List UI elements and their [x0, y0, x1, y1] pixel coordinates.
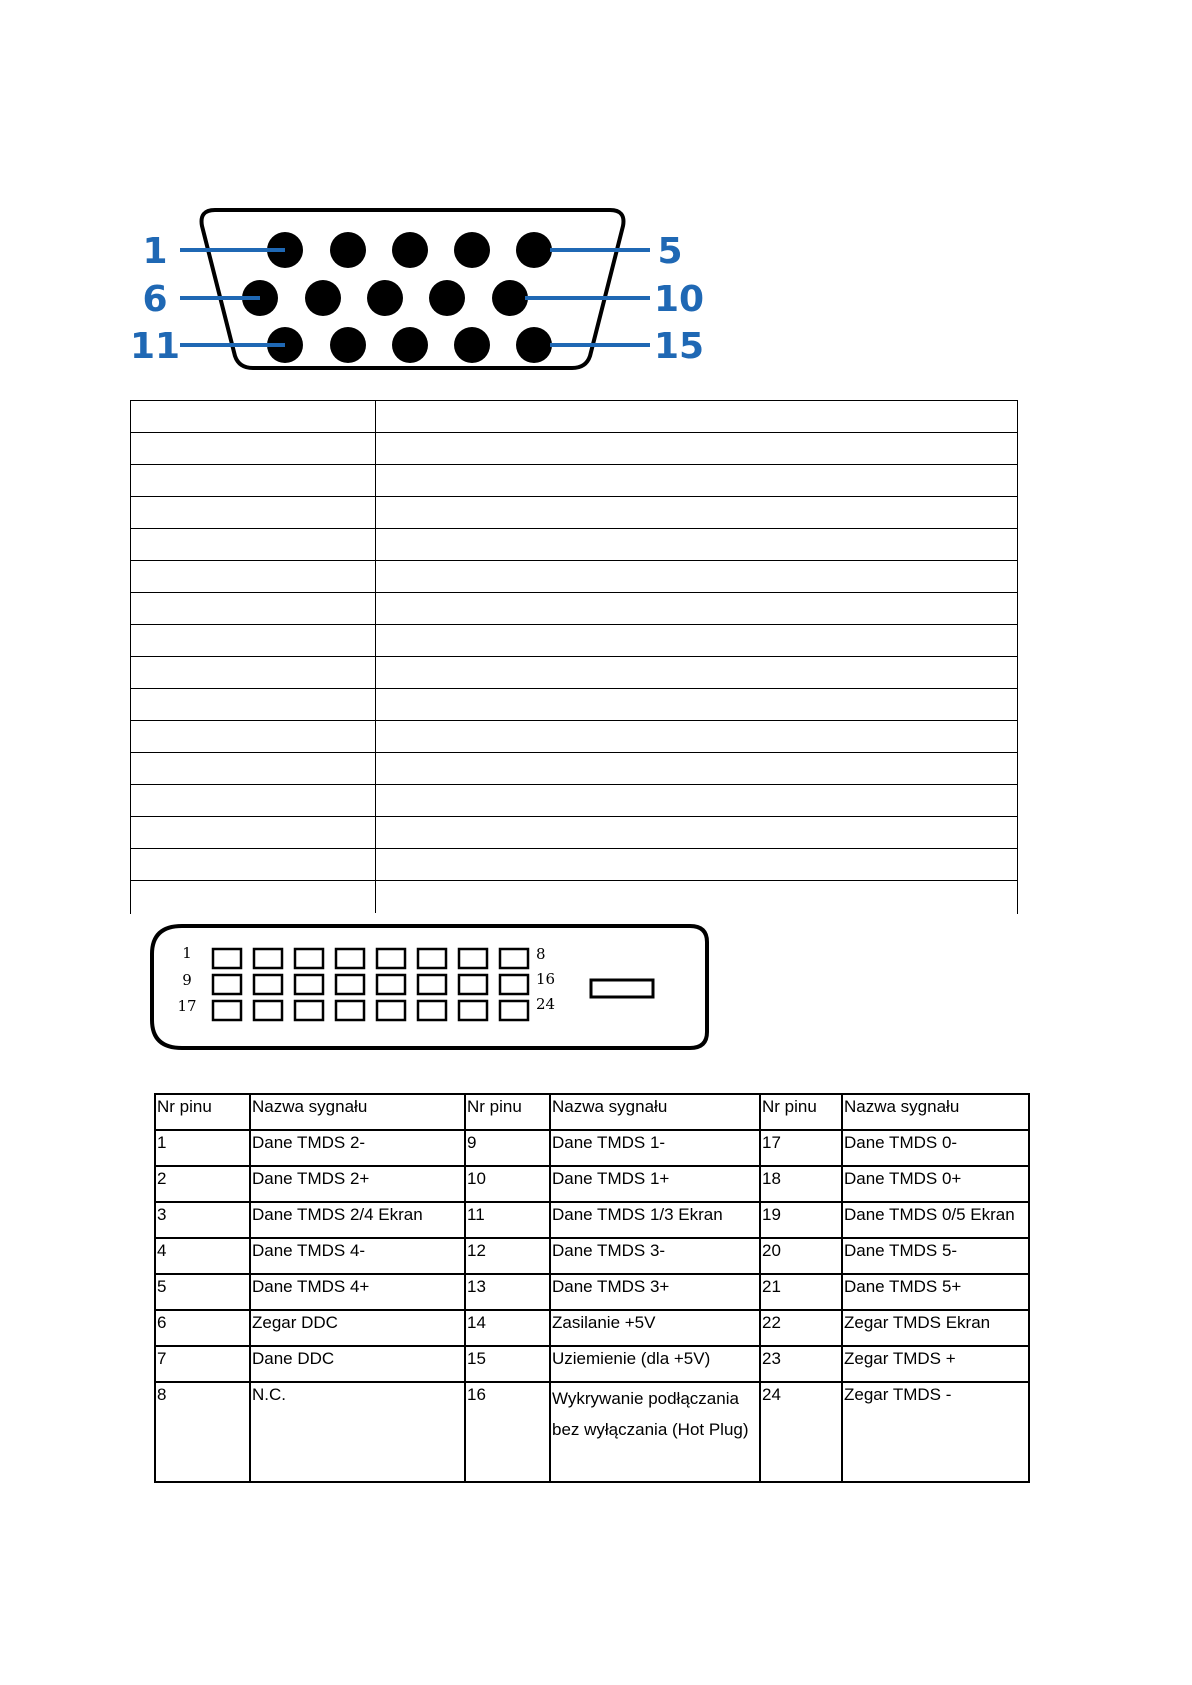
vga-pin-table — [130, 400, 1018, 914]
dvi-pin-slot — [500, 975, 528, 994]
pin-number-cell: 18 — [760, 1166, 842, 1202]
pin-number-cell: 14 — [465, 1310, 550, 1346]
pin-number-cell: 1 — [155, 1130, 250, 1166]
table-row — [131, 817, 1017, 849]
pin-number-cell: 24 — [760, 1382, 842, 1482]
header-signal-name: Nazwa sygnału — [550, 1094, 760, 1130]
vga-pin-label-1: 1 — [142, 231, 168, 272]
signal-name-cell: Dane TMDS 1/3 Ekran — [550, 1202, 760, 1238]
table-row — [131, 561, 1017, 593]
dvi-pin-label-24: 24 — [536, 995, 556, 1013]
pin-number-cell: 13 — [465, 1274, 550, 1310]
vga-pin-label-5: 5 — [657, 231, 683, 272]
signal-name-cell: Dane TMDS 0/5 Ekran — [842, 1202, 1029, 1238]
signal-name-cell: Dane TMDS 1+ — [550, 1166, 760, 1202]
dvi-pin-label-1: 1 — [182, 944, 192, 962]
signal-name-cell: N.C. — [250, 1382, 465, 1482]
header-pin-number: Nr pinu — [760, 1094, 842, 1130]
dvi-pin-slot — [336, 949, 364, 968]
vga-pin-label-15: 15 — [653, 326, 705, 367]
table-row — [131, 881, 1017, 913]
pin-number-cell: 15 — [465, 1346, 550, 1382]
dvi-pin-slot — [336, 975, 364, 994]
table-row — [155, 1130, 1029, 1166]
signal-name-cell: Zegar DDC — [250, 1310, 465, 1346]
table-row — [131, 753, 1017, 785]
table-row — [131, 689, 1017, 721]
vga-pin-hole — [454, 232, 490, 268]
pin-number-cell: 2 — [155, 1166, 250, 1202]
dvi-pin-slot — [213, 949, 241, 968]
signal-name-cell: Dane TMDS 2+ — [250, 1166, 465, 1202]
vga-pin-hole — [429, 280, 465, 316]
signal-name-cell: Dane TMDS 0+ — [842, 1166, 1029, 1202]
signal-name-cell: Zasilanie +5V — [550, 1310, 760, 1346]
signal-name-cell: Zegar TMDS Ekran — [842, 1310, 1029, 1346]
dvi-pin-slot — [336, 1001, 364, 1020]
vga-pin-hole — [330, 327, 366, 363]
dvi-pin-slot — [377, 949, 405, 968]
pin-number-cell: 22 — [760, 1310, 842, 1346]
table-row — [131, 433, 1017, 465]
pin-number-cell: 21 — [760, 1274, 842, 1310]
table-row — [131, 849, 1017, 881]
vga-pin-label-10: 10 — [653, 279, 705, 320]
dvi-pin-label-9: 9 — [182, 971, 192, 989]
signal-name-cell: Dane TMDS 0- — [842, 1130, 1029, 1166]
table-row — [131, 401, 1017, 433]
pin-number-cell: 9 — [465, 1130, 550, 1166]
dvi-pin-slot — [377, 975, 405, 994]
pin-number-cell: 7 — [155, 1346, 250, 1382]
vga-pin-hole — [392, 232, 428, 268]
dvi-pin-slot — [254, 1001, 282, 1020]
vga-pin-hole — [454, 327, 490, 363]
table-row — [131, 497, 1017, 529]
signal-name-cell: Dane TMDS 3+ — [550, 1274, 760, 1310]
header-signal-name: Nazwa sygnału — [842, 1094, 1029, 1130]
pin-number-cell: 11 — [465, 1202, 550, 1238]
dvi-pin-label-17: 17 — [177, 997, 197, 1015]
table-row — [155, 1346, 1029, 1382]
dvi-connector-diagram — [150, 920, 720, 1055]
vga-pin-label-6: 6 — [142, 279, 168, 320]
signal-name-cell: Uziemienie (dla +5V) — [550, 1346, 760, 1382]
table-row — [131, 721, 1017, 753]
signal-name-cell: Zegar TMDS + — [842, 1346, 1029, 1382]
pin-number-cell: 19 — [760, 1202, 842, 1238]
dvi-pin-slot — [213, 975, 241, 994]
signal-name-cell: Dane DDC — [250, 1346, 465, 1382]
vga-connector-diagram — [120, 190, 720, 400]
pin-number-cell: 16 — [465, 1382, 550, 1482]
table-row — [155, 1238, 1029, 1274]
dvi-pin-slot — [418, 1001, 446, 1020]
pin-number-cell: 23 — [760, 1346, 842, 1382]
signal-name-cell: Dane TMDS 4+ — [250, 1274, 465, 1310]
dvi-pin-slot — [254, 949, 282, 968]
dvi-pinout-table — [154, 1093, 1030, 1483]
dvi-pin-slot — [459, 949, 487, 968]
dvi-pin-label-16: 16 — [536, 970, 556, 988]
dvi-pin-slot — [295, 949, 323, 968]
dvi-pin-slot — [295, 1001, 323, 1020]
signal-name-cell: Dane TMDS 2/4 Ekran — [250, 1202, 465, 1238]
dvi-pin-slot — [418, 975, 446, 994]
dvi-pin-slot — [500, 1001, 528, 1020]
dvi-ground-blade — [591, 980, 653, 997]
vga-pin-hole — [367, 280, 403, 316]
vga-pin-label-11: 11 — [129, 326, 181, 367]
table-row — [155, 1166, 1029, 1202]
signal-name-cell: Dane TMDS 3- — [550, 1238, 760, 1274]
table-row — [131, 465, 1017, 497]
pin-number-cell: 20 — [760, 1238, 842, 1274]
pin-number-cell: 12 — [465, 1238, 550, 1274]
vga-pins — [242, 232, 552, 363]
table-row — [131, 785, 1017, 817]
signal-name-cell: Dane TMDS 4- — [250, 1238, 465, 1274]
signal-name-cell: Dane TMDS 1- — [550, 1130, 760, 1166]
signal-name-cell: Dane TMDS 5- — [842, 1238, 1029, 1274]
vga-pin-hole — [516, 232, 552, 268]
table-row — [155, 1274, 1029, 1310]
table-row — [155, 1382, 1029, 1482]
dvi-pin-slot — [418, 949, 446, 968]
dvi-pin-label-8: 8 — [536, 945, 546, 963]
signal-name-cell: Zegar TMDS - — [842, 1382, 1029, 1482]
dvi-pin-slot — [459, 975, 487, 994]
table-row — [131, 657, 1017, 689]
header-pin-number: Nr pinu — [465, 1094, 550, 1130]
pin-number-cell: 3 — [155, 1202, 250, 1238]
dvi-pin-slot — [254, 975, 282, 994]
table-row — [131, 625, 1017, 657]
table-row — [155, 1310, 1029, 1346]
dvi-pin-slot — [377, 1001, 405, 1020]
signal-name-cell: Dane TMDS 5+ — [842, 1274, 1029, 1310]
dvi-pin-slot — [500, 949, 528, 968]
header-pin-number: Nr pinu — [155, 1094, 250, 1130]
table-row — [131, 529, 1017, 561]
vga-pin-hole — [492, 280, 528, 316]
vga-pin-hole — [516, 327, 552, 363]
header-signal-name: Nazwa sygnału — [250, 1094, 465, 1130]
signal-name-cell: Dane TMDS 2- — [250, 1130, 465, 1166]
pin-number-cell: 17 — [760, 1130, 842, 1166]
pin-number-cell: 8 — [155, 1382, 250, 1482]
vga-pin-hole — [330, 232, 366, 268]
pin-number-cell: 10 — [465, 1166, 550, 1202]
dvi-pin-slot — [213, 1001, 241, 1020]
table-row — [131, 593, 1017, 625]
dvi-connector-outline — [152, 926, 707, 1048]
dvi-pin-slot — [295, 975, 323, 994]
table-row — [155, 1202, 1029, 1238]
table-header-row — [155, 1094, 1029, 1130]
vga-pin-hole — [305, 280, 341, 316]
pin-number-cell: 4 — [155, 1238, 250, 1274]
dvi-pins — [213, 949, 528, 1020]
pin-number-cell: 6 — [155, 1310, 250, 1346]
vga-pin-hole — [392, 327, 428, 363]
pin-number-cell: 5 — [155, 1274, 250, 1310]
signal-name-cell: Wykrywanie podłączania bez wyłączania (Hot Plug) — [550, 1382, 760, 1482]
dvi-pin-slot — [459, 1001, 487, 1020]
